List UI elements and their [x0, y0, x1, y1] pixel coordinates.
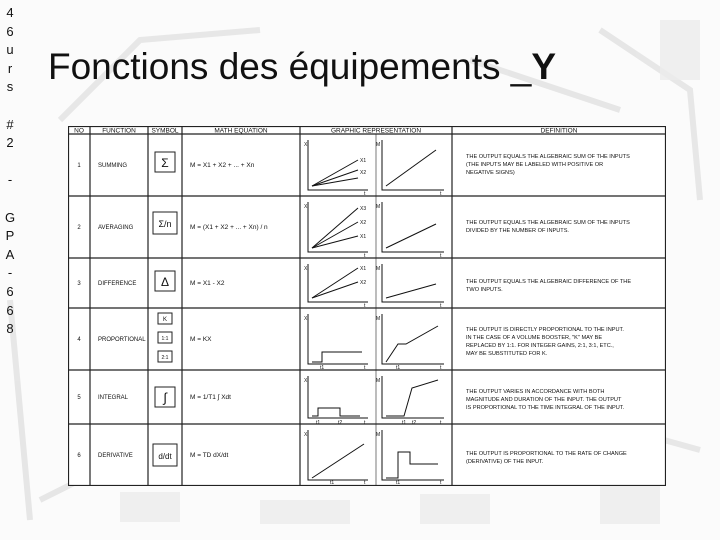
- function-name: DIFFERENCE: [98, 281, 137, 287]
- math-equation: M = X1 + X2 + ... + Xn: [190, 162, 255, 169]
- svg-text:THE OUTPUT VARIES IN ACCORDANC: THE OUTPUT VARIES IN ACCORDANCE WITH BOTH: [466, 389, 605, 395]
- sidebar-char: [2, 190, 18, 209]
- header-graphic-representation: GRAPHIC REPRESENTATION: [330, 127, 422, 135]
- svg-text:M: M: [376, 266, 381, 272]
- svg-text:DIVIDED BY THE NUMBER OF INPUT: DIVIDED BY THE NUMBER OF INPUTS.: [466, 228, 569, 234]
- graph-labels: [304, 142, 442, 486]
- svg-text:t: t: [440, 303, 442, 309]
- definition-text: [466, 154, 631, 465]
- svg-text:t: t: [440, 253, 442, 259]
- row-number: 3: [77, 281, 81, 287]
- math-equation: M = (X1 + X2 + ... + Xn) / n: [190, 224, 268, 231]
- sidebar-char: r: [7, 60, 13, 76]
- k-symbol: K: [162, 317, 168, 323]
- svg-text:t: t: [364, 420, 366, 426]
- svg-text:M: M: [376, 432, 381, 438]
- svg-text:t: t: [364, 303, 366, 309]
- svg-text:t2: t2: [338, 420, 343, 426]
- header-symbol: SYMBOL: [151, 127, 179, 135]
- svg-text:t1: t1: [330, 480, 335, 486]
- sidebar-char: -: [7, 172, 13, 188]
- two-to-one-symbol: 2:1: [161, 355, 169, 361]
- svg-text:THE OUTPUT EQUALS THE ALGEBRAI: THE OUTPUT EQUALS THE ALGEBRAIC SUM OF THE INPUTS: [466, 154, 630, 160]
- header-no: NO: [74, 127, 84, 135]
- svg-text:TWO INPUTS.: TWO INPUTS.: [466, 287, 503, 293]
- svg-text:t: t: [440, 191, 442, 197]
- math-equation: M = 1/T1 ∫ Xdt: [190, 394, 231, 401]
- sidebar-char: #: [6, 116, 14, 132]
- svg-text:THE OUTPUT EQUALS THE ALGEBRAI: THE OUTPUT EQUALS THE ALGEBRAIC DIFFERENCE OF THE: [466, 279, 632, 285]
- svg-text:t: t: [440, 480, 442, 486]
- svg-text:M: M: [376, 316, 381, 322]
- function-name: SUMMING: [98, 163, 127, 169]
- title-suffix: Y: [531, 46, 557, 87]
- row-number: 1: [77, 163, 81, 169]
- svg-text:X: X: [304, 316, 308, 322]
- svg-text:M: M: [376, 142, 381, 148]
- header-definition: DEFINITION: [540, 127, 578, 135]
- svg-text:t1: t1: [316, 420, 321, 426]
- svg-text:X1: X1: [360, 266, 367, 272]
- svg-text:MAGNITUDE AND DURATION OF THE: MAGNITUDE AND DURATION OF THE INPUT. THE OUTPUT: [466, 397, 622, 403]
- svg-text:X3: X3: [360, 206, 367, 212]
- svg-text:t2: t2: [412, 420, 417, 426]
- svg-text:t1: t1: [396, 365, 401, 371]
- svg-text:X1: X1: [360, 158, 367, 164]
- sidebar-char: u: [6, 42, 14, 58]
- one-to-one-symbol: 1:1: [161, 336, 169, 342]
- math-equation: M = TD dX/dt: [190, 452, 229, 459]
- svg-text:M: M: [376, 204, 381, 210]
- sidebar-char: 8: [6, 321, 14, 337]
- svg-text:t: t: [364, 253, 366, 259]
- math-equation: M = KX: [190, 336, 212, 343]
- svg-text:MAY BE SUBSTITUTED FOR K.: MAY BE SUBSTITUTED FOR K.: [466, 351, 548, 357]
- svg-text:X: X: [304, 432, 308, 438]
- svg-text:X2: X2: [360, 220, 367, 226]
- title-text: Fonctions des équipements _: [48, 46, 532, 87]
- svg-text:REPLACED BY 1:1. FOR INTEGER G: REPLACED BY 1:1. FOR INTEGER GAINS, 2:1, 3:1, ETC.,: [466, 343, 614, 349]
- sidebar-char: 6: [6, 283, 14, 299]
- svg-text:t: t: [440, 420, 442, 426]
- page-title: [48, 46, 556, 88]
- function-name: INTEGRAL: [98, 395, 129, 401]
- function-name: DERIVATIVE: [98, 453, 133, 459]
- sidebar-char: G: [4, 209, 16, 225]
- sidebar-char: 4: [6, 5, 14, 20]
- derivative-symbol: d/dt: [158, 452, 172, 461]
- svg-text:t: t: [440, 365, 442, 371]
- sidebar-char: P: [5, 228, 15, 244]
- header-math-equation: MATH EQUATION: [214, 127, 268, 135]
- row-number: 6: [77, 453, 81, 459]
- row-number: 2: [77, 225, 81, 231]
- svg-text:IN THE CASE OF A VOLUME BOOSTE: IN THE CASE OF A VOLUME BOOSTER, "K" MAY BE: [466, 335, 603, 341]
- sidebar-char: -: [7, 265, 13, 281]
- svg-text:X1: X1: [360, 234, 367, 240]
- svg-text:THE OUTPUT EQUALS THE ALGEBRAI: THE OUTPUT EQUALS THE ALGEBRAIC SUM OF THE INPUTS: [466, 220, 630, 226]
- svg-text:THE OUTPUT IS DIRECTLY PROPORT: THE OUTPUT IS DIRECTLY PROPORTIONAL TO THE INPUT.: [466, 327, 624, 333]
- sidebar-char: 6: [6, 23, 14, 39]
- svg-text:t: t: [364, 365, 366, 371]
- sidebar-char: [2, 153, 18, 172]
- sidebar-char: 2: [6, 135, 14, 151]
- svg-text:t1: t1: [320, 365, 325, 371]
- sigma-over-n-symbol: Σ/n: [158, 219, 172, 229]
- svg-text:t1: t1: [396, 480, 401, 486]
- svg-text:t: t: [364, 191, 366, 197]
- svg-text:IS PROPORTIONAL TO THE TIME IN: IS PROPORTIONAL TO THE TIME INTEGRAL OF THE INPUT.: [466, 405, 625, 411]
- svg-text:t: t: [364, 480, 366, 486]
- header-function: FUNCTION: [102, 127, 136, 135]
- function-name: AVERAGING: [98, 225, 134, 231]
- svg-text:X: X: [304, 378, 308, 384]
- svg-text:THE OUTPUT IS PROPORTIONAL TO: THE OUTPUT IS PROPORTIONAL TO THE RATE OF CHANGE: [466, 451, 627, 457]
- svg-text:X: X: [304, 142, 308, 148]
- row-number: 4: [77, 337, 81, 343]
- integral-symbol: ∫: [163, 390, 167, 405]
- svg-text:(DERIVATIVE) OF THE INPUT.: (DERIVATIVE) OF THE INPUT.: [466, 459, 544, 465]
- math-equation: M = X1 - X2: [190, 280, 225, 287]
- row-number: 5: [77, 395, 81, 401]
- svg-text:t1: t1: [402, 420, 407, 426]
- sidebar-char: s: [6, 79, 14, 95]
- sidebar-char: A: [5, 246, 15, 262]
- svg-text:X2: X2: [360, 280, 367, 286]
- svg-text:(THE INPUTS MAY BE LABELED WIT: (THE INPUTS MAY BE LABELED WITH POSITIVE OR: [466, 162, 604, 168]
- svg-text:X: X: [304, 204, 308, 210]
- function-name: PROPORTIONAL: [98, 337, 146, 343]
- sidebar-vertical-text: [2, 4, 18, 339]
- sigma-symbol: Σ: [161, 156, 169, 170]
- sidebar-char: 6: [6, 302, 14, 318]
- delta-symbol: Δ: [160, 275, 170, 289]
- functions-table-svg: [68, 126, 666, 486]
- svg-text:X2: X2: [360, 170, 367, 176]
- functions-table: [68, 126, 666, 486]
- sidebar-char: [2, 97, 18, 116]
- svg-text:X: X: [304, 266, 308, 272]
- svg-text:NEGATIVE SIGNS): NEGATIVE SIGNS): [466, 170, 515, 176]
- svg-text:M: M: [376, 378, 381, 384]
